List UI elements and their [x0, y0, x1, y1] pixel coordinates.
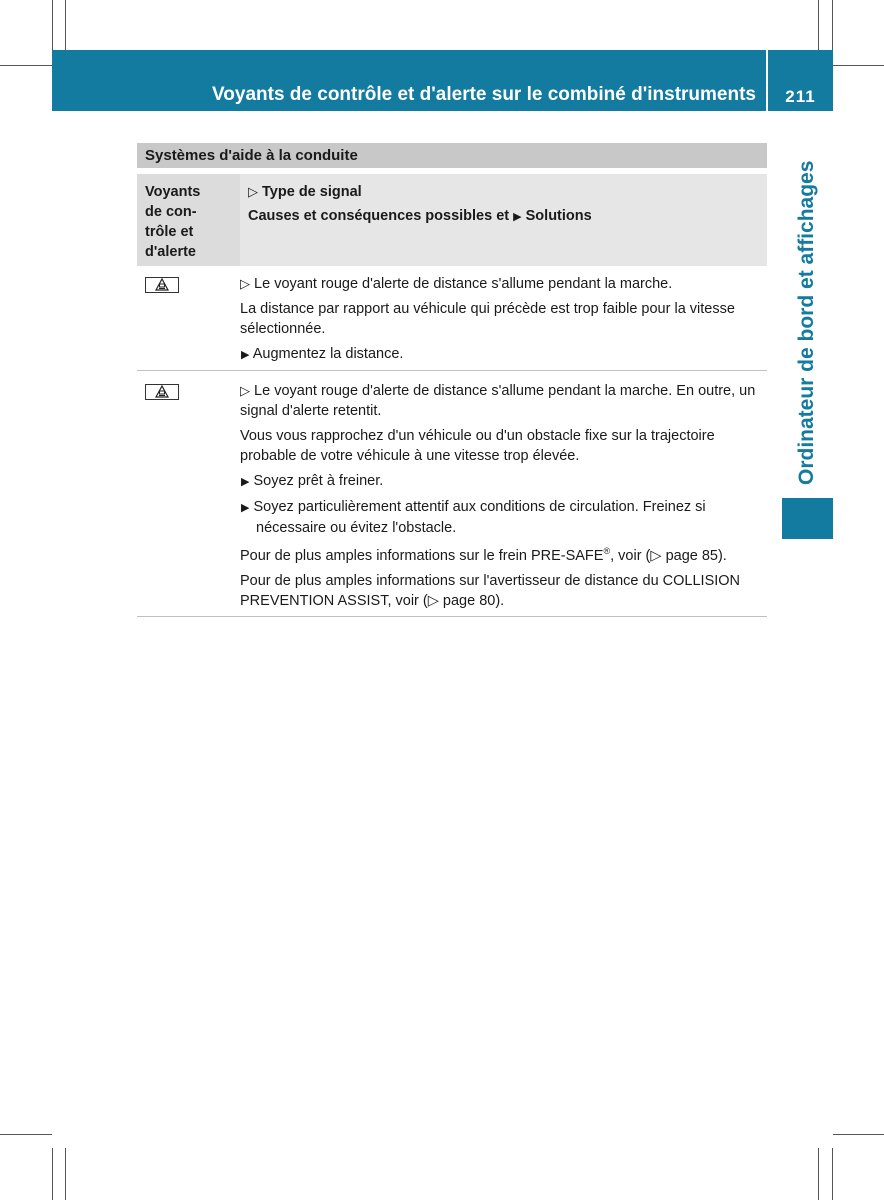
col-header-solutions: Solutions: [525, 208, 592, 224]
crop-mark: [52, 0, 53, 50]
action-text: Soyez prêt à freiner.: [253, 473, 384, 489]
crop-mark: [833, 1134, 884, 1135]
signal-text: Le voyant rouge d'alerte de distance s'allume pendant la marche.: [254, 276, 673, 292]
col-header-line: trôle et: [145, 224, 194, 240]
signal-triangle-icon: ▷: [240, 276, 250, 291]
action-text: Soyez particulièrement attentif aux conditions de circulation. Freinez si nécessaire ou évitez l'obstacle.: [253, 499, 706, 536]
chapter-tab-label: Ordinateur de bord et affichages: [795, 160, 818, 485]
chapter-tab-marker: [782, 498, 833, 539]
signal-triangle-icon: ▷: [248, 184, 258, 199]
col-header-line: de con-: [145, 204, 197, 220]
page-header-bar: [52, 50, 766, 111]
col-header-signal: Type de signal: [262, 184, 362, 200]
crop-mark: [833, 65, 884, 66]
col-header-line: d'alerte: [145, 244, 196, 260]
col-header-line: Voyants: [145, 184, 201, 200]
signal-triangle-icon: ▷: [240, 383, 250, 398]
col-header-description: [240, 174, 767, 266]
table-header-row: [137, 174, 767, 266]
crop-mark: [0, 65, 52, 66]
distance-warning-icon: [145, 384, 179, 400]
page-number: 211: [785, 87, 816, 106]
page-number-box: [768, 50, 833, 111]
table-row: [137, 371, 767, 617]
crop-mark: [65, 0, 66, 50]
warning-table: [137, 143, 767, 617]
crop-mark: [0, 1134, 52, 1135]
action-triangle-icon: ▶: [513, 211, 522, 223]
action-triangle-icon: ▶: [241, 349, 250, 361]
page-reference-link[interactable]: Pour de plus amples informations sur l'avertisseur de distance du COLLISION PREVENTION ASSIST, voir (▷ page 80).: [240, 573, 741, 609]
crop-mark: [818, 0, 819, 50]
registered-mark: ®: [603, 546, 611, 557]
cause-text: Vous vous rapprochez d'un véhicule ou d'un obstacle fixe sur la trajectoire probable de votre véhicule à une vitesse trop élevée.: [240, 428, 715, 464]
crop-mark: [65, 1148, 66, 1200]
crop-mark: [832, 0, 833, 50]
action-text: Augmentez la distance.: [252, 346, 404, 362]
signal-text: Le voyant rouge d'alerte de distance s'allume pendant la marche. En outre, un signal d'alerte retentit.: [240, 383, 756, 419]
crop-mark: [52, 1148, 53, 1200]
section-title: Systèmes d'aide à la conduite: [137, 143, 767, 168]
action-triangle-icon: ▶: [241, 476, 250, 488]
col-header-causes: Causes et conséquences possibles et: [248, 208, 510, 224]
col-header-indicators: [137, 174, 240, 266]
distance-warning-icon: [145, 277, 179, 293]
crop-mark: [832, 1148, 833, 1200]
action-triangle-icon: ▶: [241, 502, 250, 514]
page-title: Voyants de contrôle et d'alerte sur le combiné d'instruments: [212, 84, 756, 105]
page-reference-link[interactable]: , voir (▷ page 85).: [610, 548, 727, 564]
cause-text: La distance par rapport au véhicule qui précède est trop faible pour la vitesse sélectionnée.: [240, 301, 735, 337]
note-text: Pour de plus amples informations sur le frein PRE-SAFE: [240, 548, 604, 564]
crop-mark: [818, 1148, 819, 1200]
table-row: [137, 266, 767, 371]
